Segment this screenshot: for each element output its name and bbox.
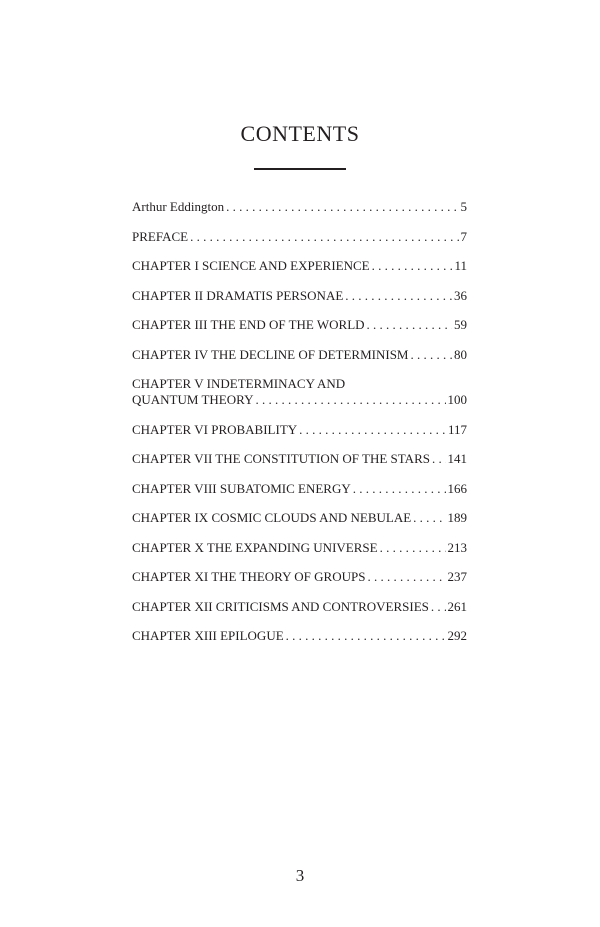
toc-entry-page: 36 xyxy=(454,287,467,303)
dot-leader xyxy=(367,569,445,585)
dot-leader xyxy=(345,288,452,304)
toc-entry-page: 11 xyxy=(454,258,467,273)
toc-entry-page: 117 xyxy=(447,421,467,437)
toc-entry-label: CHAPTER XI THE THEORY OF GROUPS xyxy=(132,569,366,584)
toc-entry-label: CHAPTER VIII SUBATOMIC ENERGY xyxy=(132,480,351,496)
toc-entry-chapter-9[interactable] xyxy=(132,510,467,526)
toc-entry-chapter-13[interactable] xyxy=(132,628,467,644)
toc-entry-label: CHAPTER XII CRITICISMS AND CONTROVERSIES xyxy=(132,598,429,614)
toc-entry-label: Arthur Eddington xyxy=(132,199,225,214)
toc-entry-page: 237 xyxy=(447,569,467,584)
toc-entry-page: 261 xyxy=(447,598,467,614)
toc-entry-label: CHAPTER VII THE CONSTITUTION OF THE STARS xyxy=(132,451,430,466)
toc-entry-label: CHAPTER X THE EXPANDING UNIVERSE xyxy=(132,539,378,555)
toc-entry-chapter-10[interactable] xyxy=(132,540,467,556)
title-divider xyxy=(254,168,346,170)
toc-entry-page: 166 xyxy=(447,480,467,496)
toc-entry-chapter-3[interactable] xyxy=(132,317,467,333)
toc-entry-chapter-11[interactable] xyxy=(132,569,467,585)
dot-leader xyxy=(380,540,446,556)
toc-entry-label: PREFACE xyxy=(132,228,189,244)
toc-entry-chapter-2[interactable] xyxy=(132,288,467,304)
dot-leader xyxy=(372,258,453,274)
toc-entry-page: 292 xyxy=(447,628,467,643)
toc-entry-page: 59 xyxy=(454,317,467,332)
toc-entry-page: 5 xyxy=(460,199,467,214)
toc-entry-chapter-4[interactable] xyxy=(132,347,467,363)
toc-entry-chapter-5[interactable] xyxy=(132,376,467,408)
toc-entry-label: CHAPTER III THE END OF THE WORLD xyxy=(132,317,365,332)
dot-leader xyxy=(353,481,446,497)
page-number: 3 xyxy=(295,866,305,885)
dot-leader xyxy=(411,347,453,363)
dot-leader xyxy=(367,317,452,333)
toc-entry-label: CHAPTER IV THE DECLINE OF DETERMINISM xyxy=(132,346,409,362)
dot-leader xyxy=(226,199,458,215)
dot-leader xyxy=(190,229,458,245)
dot-leader xyxy=(431,599,446,615)
toc-entry-chapter-6[interactable] xyxy=(132,422,467,438)
toc-entry-label-line1: CHAPTER V INDETERMINACY AND xyxy=(132,376,346,391)
toc-entry-page: 100 xyxy=(447,392,467,407)
toc-entry-chapter-12[interactable] xyxy=(132,599,467,615)
toc-entry-page: 7 xyxy=(460,228,467,244)
dot-leader xyxy=(432,451,446,467)
table-of-contents xyxy=(132,199,467,658)
toc-entry-label: QUANTUM THEORY xyxy=(132,392,254,407)
toc-entry-label: CHAPTER I SCIENCE AND EXPERIENCE xyxy=(132,258,370,273)
toc-entry-arthur-eddington[interactable] xyxy=(132,199,467,215)
toc-entry-chapter-7[interactable] xyxy=(132,451,467,467)
toc-entry-page: 189 xyxy=(447,510,467,525)
toc-entry-page: 80 xyxy=(454,346,467,362)
toc-entry-page: 213 xyxy=(447,539,467,555)
toc-entry-label: CHAPTER IX COSMIC CLOUDS AND NEBULAE xyxy=(132,510,412,525)
dot-leader xyxy=(299,422,446,438)
toc-entry-chapter-1[interactable] xyxy=(132,258,467,274)
toc-entry-preface[interactable] xyxy=(132,229,467,245)
dot-leader xyxy=(255,392,445,408)
page-title: CONTENTS xyxy=(240,121,360,146)
toc-entry-chapter-8[interactable] xyxy=(132,481,467,497)
toc-entry-label: CHAPTER XIII EPILOGUE xyxy=(132,628,284,643)
dot-leader xyxy=(413,510,445,526)
toc-entry-page: 141 xyxy=(447,451,467,466)
dot-leader xyxy=(286,628,446,644)
toc-entry-label: CHAPTER VI PROBABILITY xyxy=(132,421,298,437)
toc-entry-label: CHAPTER II DRAMATIS PERSONAE xyxy=(132,287,344,303)
